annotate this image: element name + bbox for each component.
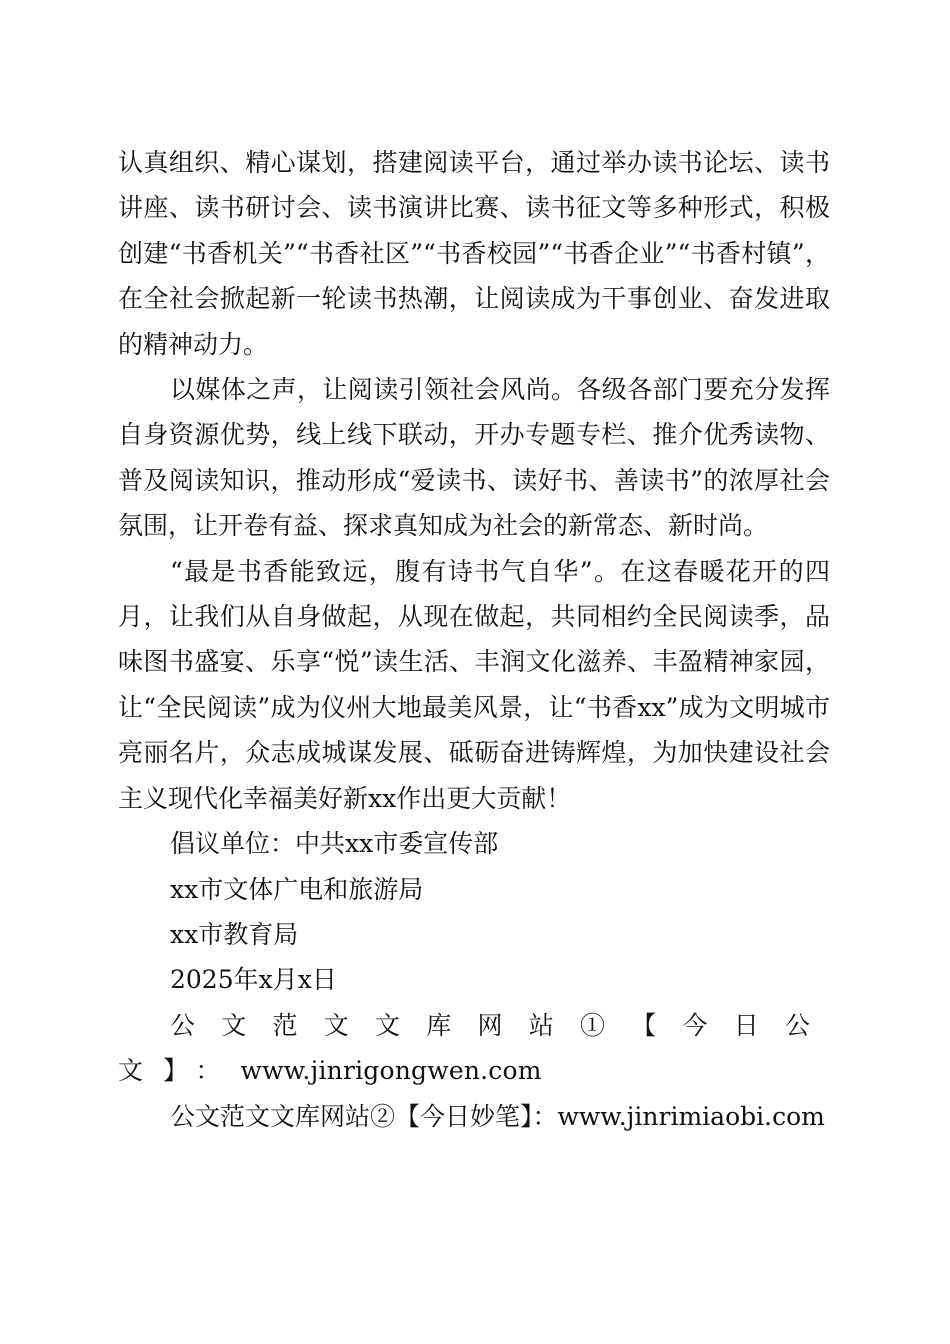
signature-org-3: xx市教育局 (170, 919, 299, 949)
paragraph-3: “最是书香能致远，腹有诗书气自华”。在这春暖花开的四月，让我们从自身做起，从现在做起，共同相约全民阅读季，品味图书盛宴、乐享“悦”读生活、丰润文化滋养、丰盈精神家园，让“全民阅读”成为仪州大地最美风景，让“书香xx”成为文明城市亮丽名片，众志成城谋发展、砥砺奋进铸辉煌，为加快建设社会主义现代化幸福美好新xx作出更大贡献！ (118, 556, 830, 813)
document-body (118, 140, 830, 1139)
paragraph-1: 认真组织、精心谋划，搭建阅读平台，通过举办读书论坛、读书讲座、读书研讨会、读书演讲比赛、读书征文等多种形式，积极创建“书香机关”“书香社区”“书香校园”“书香企业”“书香村镇”，在全社会掀起新一轮读书热潮，让阅读成为干事创业、奋发进取的精神动力。 (118, 148, 830, 359)
signature-date: 2025年x月x日 (170, 965, 337, 995)
footer-site-1 (118, 1003, 830, 1094)
signature-initiator: 倡议单位：中共xx市委宣传部 (170, 829, 499, 859)
paragraph-2: 以媒体之声，让阅读引领社会风尚。各级各部门要充分发挥自身资源优势，线上线下联动，开办专题专栏、推介优秀读物、普及阅读知识，推动形成“爱读书、读好书、善读书”的浓厚社会氛围，让开卷有益、探求真知成为社会的新常态、新时尚。 (118, 375, 830, 541)
signature-org-2: xx市文体广电和旅游局 (170, 874, 424, 904)
footer-site-1-url[interactable]: www.jinrigongwen.com (240, 1056, 542, 1086)
footer-site-2[interactable]: 公文范文文库网站②【今日妙笔】：www.jinrimiaobi.com (170, 1101, 825, 1131)
footer-site-1-label: 公文范文文库网站①【今日公文】： (118, 1010, 830, 1086)
